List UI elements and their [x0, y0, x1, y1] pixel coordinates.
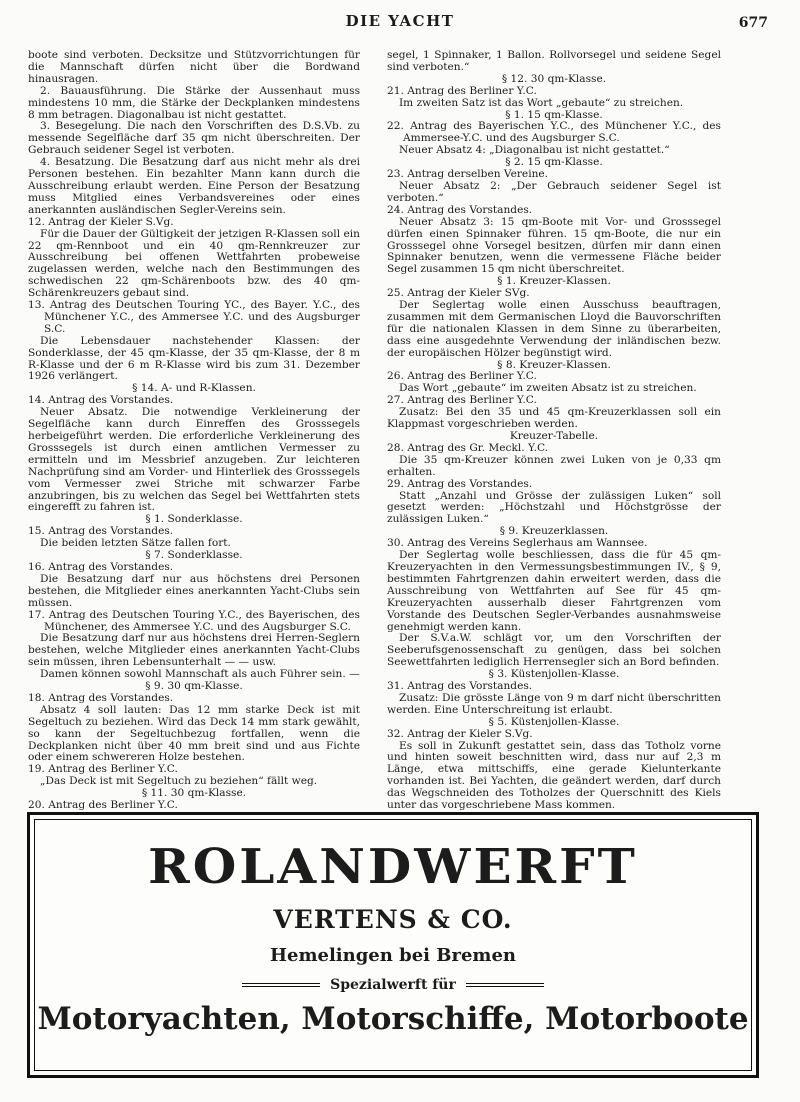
section-heading: § 1. Sonderklasse. — [145, 513, 243, 526]
ad-specialty-row — [30, 977, 756, 993]
text-paragraph: 28. Antrag des Gr. Meckl. Y.C. — [387, 441, 549, 454]
text-paragraph: 3. Besegelung. Die nach den Vorschriften des D.S.Vb. zu messende Segelfläche darf 35 qm nicht überschreiten. Der Gebrauch seidener Segel ist verboten. — [28, 120, 360, 157]
text-paragraph: Es soll in Zukunft gestattet sein, dass das Totholz vorne und hinten soweit beschnitten wird, dass nur auf 2,3 m Länge, etwa mittschiffs, eine gerade Kielunterkante vorhanden ist. Bei Yachten, die geändert werden, darf durch das Wegschneiden des Totholzes der Querschnitt des Kiels unter das vorgeschriebene Mass kommen. — [387, 739, 721, 812]
text-paragraph: 25. Antrag der Kieler SVg. — [387, 287, 530, 300]
section-heading: § 11. 30 qm-Klasse. — [141, 787, 247, 800]
text-paragraph: 19. Antrag des Berliner Y.C. — [28, 763, 178, 776]
text-paragraph: boote sind verboten. Decksitze und Stützvorrichtungen für die Mannschaft dürfen nicht über die Bordwand hinausragen. — [28, 49, 360, 85]
text-paragraph: Die beiden letzten Sätze fallen fort. — [40, 537, 231, 550]
section-heading: § 9. Kreuzerklassen. — [499, 525, 609, 538]
text-paragraph: Zusatz: Die grösste Länge von 9 m darf nicht überschritten werden. Eine Unterschreitung ist erlaubt. — [387, 691, 721, 716]
text-paragraph: 2. Bauausführung. Die Stärke der Aussenhaut muss mindestens 10 mm, die Stärke der Deckplanken mindestens 8 mm betragen. Diagonalbau ist nicht gestattet. — [28, 84, 360, 121]
section-heading: § 8. Kreuzer-Klassen. — [497, 358, 611, 371]
ad-products: Motoryachten, Motorschiffe, Motorboote — [37, 1001, 749, 1037]
text-paragraph: 29. Antrag des Vorstandes. — [387, 477, 533, 490]
text-paragraph: Das Wort „gebaute“ im zweiten Absatz ist zu streichen. — [399, 382, 697, 395]
running-header-title: DIE YACHT — [345, 12, 455, 30]
text-paragraph: 4. Besatzung. Die Besatzung darf aus nicht mehr als drei Personen bestehen. Ein bezahlter Mann kann durch die Ausschreibung erlaubt werden. Eine Person der Besatzung muss Mitglied eines Verbandsvereines oder eines anerkannten ausländischen Segler-Vereins sein. — [28, 156, 360, 216]
text-paragraph: 22. Antrag des Bayerischen Y.C., des Münchener Y.C., des Ammersee-Y.C. und des Augsburger S.C. — [387, 120, 721, 145]
text-paragraph: Neuer Absatz 2: „Der Gebrauch seidener Segel ist verboten.“ — [387, 179, 721, 204]
page-number: 677 — [738, 15, 768, 31]
section-heading: § 2. 15 qm-Klasse. — [505, 156, 603, 169]
text-paragraph: Neuer Absatz 4: „Diagonalbau ist nicht gestattet.“ — [399, 144, 670, 157]
right-text-column — [387, 50, 721, 812]
text-paragraph: Im zweiten Satz ist das Wort „gebaute“ zu streichen. — [399, 96, 684, 109]
advertisement-box — [27, 812, 759, 1078]
section-heading: § 5. Küstenjollen-Klasse. — [488, 715, 620, 728]
ad-brand-name: ROLANDWERFT — [148, 838, 638, 895]
text-paragraph: Zusatz: Bei den 35 und 45 qm-Kreuzerklassen soll ein Klappmast vorgeschrieben werden. — [387, 406, 721, 431]
text-paragraph: 32. Antrag der Kieler S.Vg. — [387, 727, 533, 740]
text-paragraph: Absatz 4 soll lauten: Das 12 mm starke Deck ist mit Segeltuch zu beziehen. Wird das Deck 14 mm stark gewählt, so kann der Segeltuchbezug fortfallen, wenn die Deckplanken nicht über 40 mm breit sind und aus Fichte oder einem schwereren Holze bestehen. — [28, 703, 360, 764]
text-paragraph: Der Seglertag wolle beschliessen, dass die für 45 qm-Kreuzeryachten in den Vermessungsbestimmungen IV., § 9, bestimmten Fahrtgrenzen dahin erweitert werden, dass die Ausschreibung von Wettfahrten auf See für 45 qm-Kreuzeryachten ausserhalb dieser Fahrtgrenzen vom Vorstande des Deutschen Segler-Verbandes ausnahmsweise genehmigt werden kann. — [387, 549, 721, 633]
section-heading: § 14. A- und R-Klassen. — [132, 382, 256, 395]
text-paragraph: Damen können sowohl Mannschaft als auch Führer sein. — — [40, 668, 360, 681]
text-paragraph: 26. Antrag des Berliner Y.C. — [387, 370, 537, 383]
text-paragraph: 13. Antrag des Deutschen Touring YC., des Bayer. Y.C., des Münchener Y.C., des Ammersee Y.C. und des Augsburger S.C. — [28, 299, 360, 335]
text-paragraph: 16. Antrag des Vorstandes. — [28, 560, 174, 573]
text-paragraph: Die Lebensdauer nachstehender Klassen: der Sonderklasse, der 45 qm-Klasse, der 35 qm-Klasse, der 8 m R-Klasse und der 6 m R-Klasse wird bis zum 31. Dezember 1926 verlängert. — [28, 334, 360, 383]
text-paragraph: 21. Antrag des Berliner Y.C. — [387, 84, 537, 97]
text-paragraph: 23. Antrag derselben Vereine. — [387, 168, 549, 181]
section-heading: § 1. 15 qm-Klasse. — [505, 108, 603, 121]
text-paragraph: 18. Antrag des Vorstandes. — [28, 691, 174, 704]
text-paragraph: 20. Antrag des Berliner Y.C. — [28, 799, 178, 812]
section-heading: § 3. Küstenjollen-Klasse. — [488, 668, 620, 681]
ad-specialty-label: Spezialwerft für — [330, 977, 456, 993]
text-paragraph: 14. Antrag des Vorstandes. — [28, 394, 174, 407]
text-paragraph: 12. Antrag der Kieler S.Vg. — [28, 215, 174, 228]
left-text-column — [28, 50, 360, 824]
text-paragraph: Der Seglertag wolle einen Ausschuss beauftragen, zusammen mit dem Germanischen Lloyd die Bauvorschriften für die nationalen Klassen in dem Sinne zu überarbeiten, dass eine ausgedehnte Verwendung der inländischen bezw. der europäischen Hölzer begünstigt wird. — [387, 299, 721, 359]
text-paragraph: Für die Dauer der Gültigkeit der jetzigen R-Klassen soll ein 22 qm-Rennboot und ein 40 qm-Rennkreuzer zur Ausschreibung bei offenen Wettfahrten probeweise zugelassen werden, welche nach den Bestimmungen des schwedischen 22 qm-Schärenboots bzw. des 40 qm-Schärenkreuzers gebaut sind. — [28, 227, 360, 300]
text-paragraph: Die 35 qm-Kreuzer können zwei Luken von je 0,33 qm erhalten. — [387, 453, 721, 478]
text-paragraph: Die Besatzung darf nur aus höchstens drei Herren-Seglern bestehen, welche Mitglieder eines anerkannten Yacht-Clubs sein müssen, ihren Lebensunterhalt — — usw. — [28, 632, 360, 669]
text-paragraph: 31. Antrag des Vorstandes. — [387, 680, 533, 693]
text-paragraph: 15. Antrag des Vorstandes. — [28, 525, 174, 538]
section-heading: § 1. Kreuzer-Klassen. — [497, 275, 611, 288]
text-paragraph: Neuer Absatz 3: 15 qm-Boote mit Vor- und Grosssegel dürfen einen Spinnaker führen. 15 qm-Boote, die nur ein Grosssegel ohne Vorsegel besitzen, dürfen mir dann einen Spinnaker benutzen, wenn die vermessene Fläche beider Segel zusammen 15 qm nicht überschreitet. — [387, 215, 721, 276]
section-heading: § 12. 30 qm-Klasse. — [501, 72, 607, 85]
text-paragraph: Statt „Anzahl und Grösse der zulässigen Luken“ soll gesetzt werden: „Höchstzahl und Höchstgrösse der zulässigen Luken.“ — [387, 489, 721, 526]
text-paragraph: 17. Antrag des Deutschen Touring Y.C., des Bayerischen, des Münchener, des Ammersee Y.C. und des Augsburger S.C. — [28, 608, 360, 633]
text-paragraph: 27. Antrag des Berliner Y.C. — [387, 394, 537, 407]
text-paragraph: 30. Antrag des Vereins Seglerhaus am Wannsee. — [387, 537, 648, 550]
text-paragraph: segel, 1 Spinnaker, 1 Ballon. Rollvorsegel und seidene Segel sind verboten.“ — [387, 49, 721, 73]
text-paragraph: Der S.V.a.W. schlägt vor, um den Vorschriften der Seeberufsgenossenschaft zu genügen, dass bei solchen Seewettfahrten lediglich Herrensegler sich an Bord befinden. — [387, 632, 721, 669]
text-paragraph: 24. Antrag des Vorstandes. — [387, 203, 533, 216]
section-heading: Kreuzer-Tabelle. — [509, 430, 599, 442]
text-paragraph: „Das Deck ist mit Segeltuch zu beziehen“ fällt weg. — [40, 775, 318, 788]
ad-rule-left — [242, 983, 320, 987]
ad-location: Hemelingen bei Bremen — [270, 945, 516, 966]
text-paragraph: Neuer Absatz. Die notwendige Verkleinerung der Segelfläche kann durch Einreffen des Grosssegels herbeigeführt werden. Die erforderliche Verkleinerung des Grosssegels ist durch einen amtlichen Vermesser zu ermitteln und im Messbrief anzugeben. Zur leichteren Nachprüfung sind am Vorder- und Hinterliek des Grosssegels vom Vermesser zwei Striche mit schwarzer Farbe anzubringen, bis zu welchen das Segel bei Wettfahrten stets eingerefft zu fahren ist. — [28, 406, 360, 514]
section-heading: § 9. 30 qm-Klasse. — [145, 680, 243, 693]
ad-company-name: VERTENS & CO. — [273, 905, 513, 934]
section-heading: § 7. Sonderklasse. — [145, 549, 243, 562]
text-paragraph: Die Besatzung darf nur aus höchstens drei Personen bestehen, die Mitglieder eines anerkannten Yacht-Clubs sein müssen. — [28, 572, 360, 609]
ad-rule-right — [466, 983, 544, 987]
